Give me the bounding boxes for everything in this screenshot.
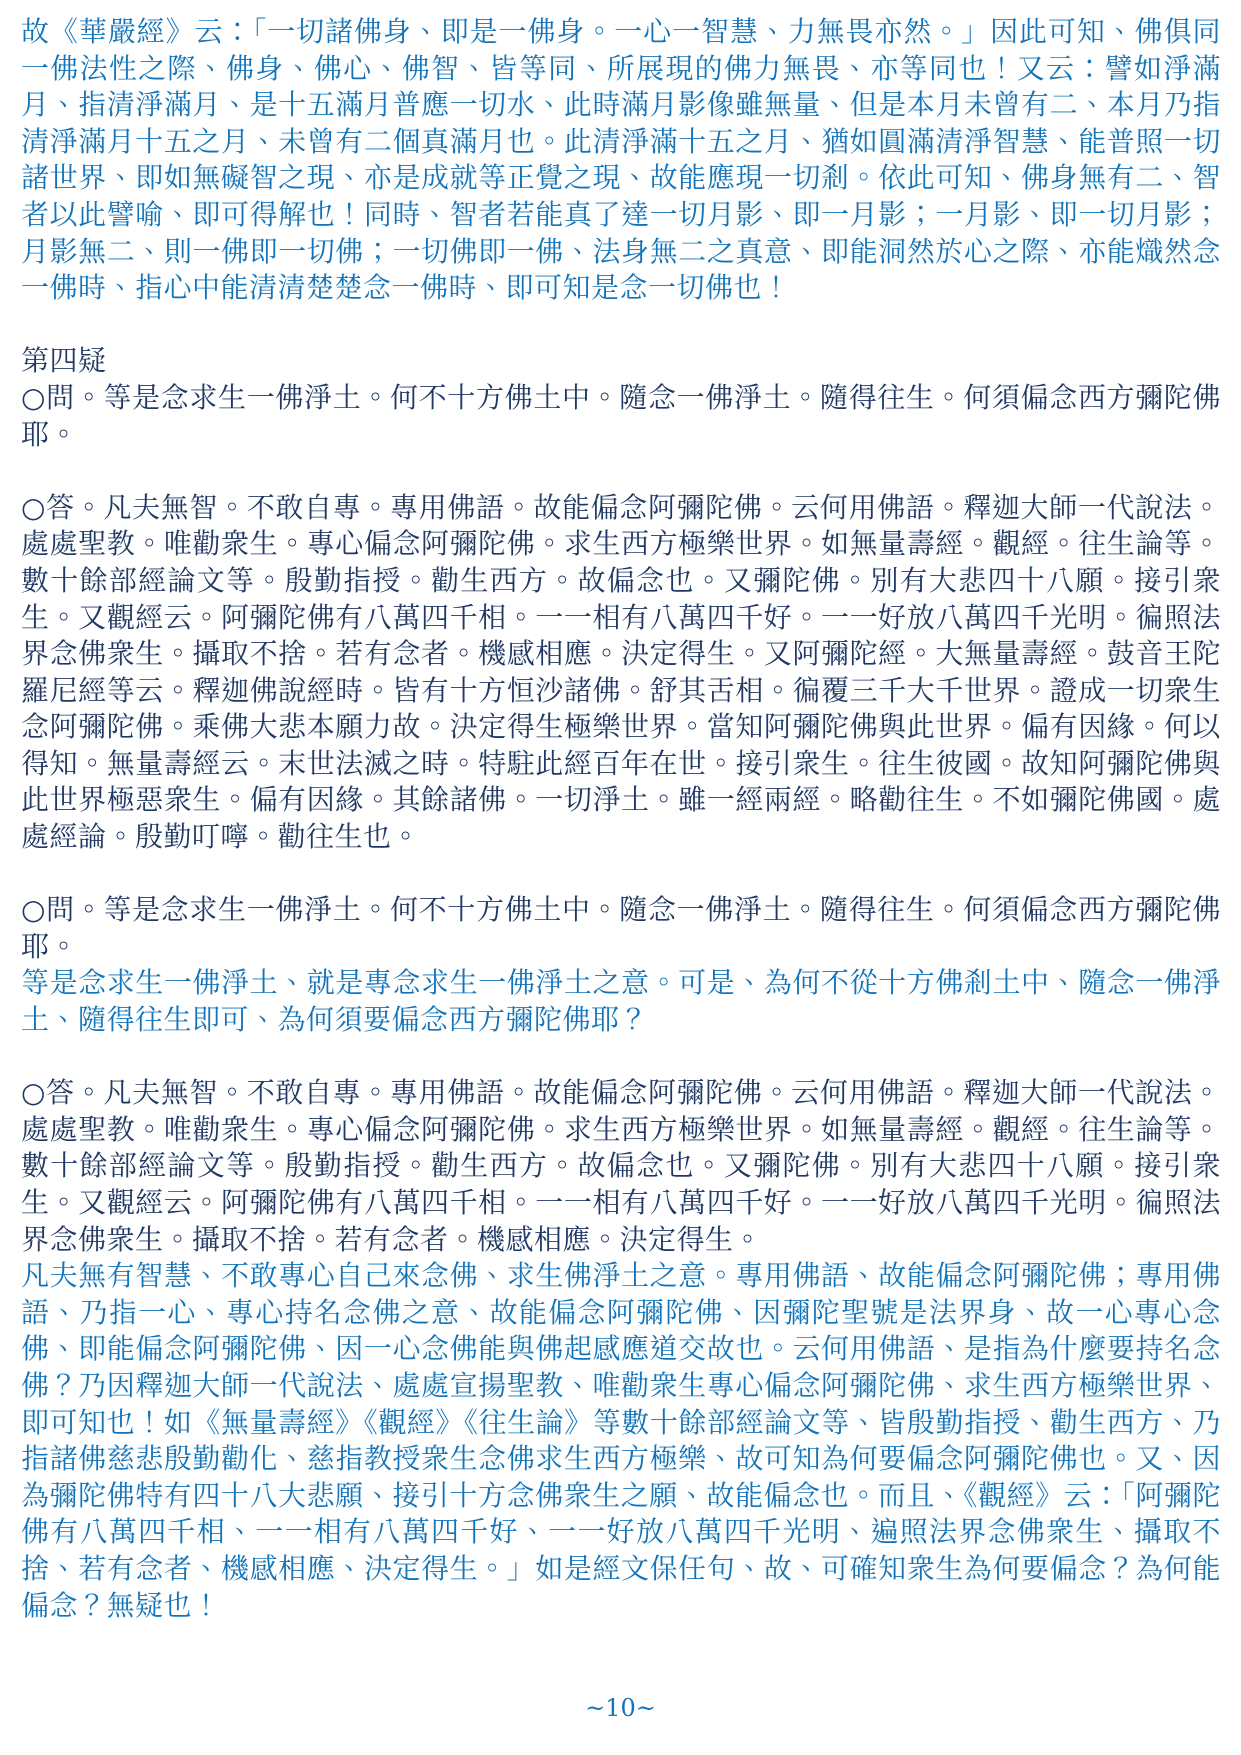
page-body	[21, 14, 1221, 1624]
blank-line	[21, 856, 1221, 893]
question-repeat: ○問。等是念求生一佛淨土。何不十方佛土中。隨念一佛淨土。隨得往生。何須偏念西方彌陀佛耶。	[21, 893, 1221, 963]
blank-line	[21, 1039, 1221, 1076]
question-commentary: 等是念求生一佛淨土、就是專念求生一佛淨土之意。可是、為何不從十方佛剎土中、隨念一佛淨土、隨得往生即可、為何須要偏念西方彌陀佛耶？	[21, 966, 1221, 1037]
answer-classic-full: ○答。凡夫無智。不敢自專。專用佛語。故能偏念阿彌陀佛。云何用佛語。釋迦大師一代說法。處處聖教。唯勸衆生。專心偏念阿彌陀佛。求生西方極樂世界。如無量壽經。觀經。往生論等。數十餘部經論文等。殷勤指授。勸生西方。故偏念也。又彌陀佛。別有大悲四十八願。接引衆生。又觀經云。阿彌陀佛有八萬四千相。一一相有八萬四千好。一一好放八萬四千光明。徧照法界念佛衆生。攝取不捨。若有念者。機感相應。決定得生。又阿彌陀經。大無量壽經。鼓音王陀羅尼經等云。釋迦佛說經時。皆有十方恒沙諸佛。舒其舌相。徧覆三千大千世界。證成一切衆生念阿彌陀佛。乘佛大悲本願力故。決定得生極樂世界。當知阿彌陀佛與此世界。偏有因緣。何以得知。無量壽經云。末世法滅之時。特駐此經百年在世。接引衆生。往生彼國。故知阿彌陀佛與此世界極惡衆生。偏有因緣。其餘諸佛。一切淨土。雖一經兩經。略勸往生。不如彌陀佛國。處處經論。殷勤叮嚀。勸往生也。	[21, 490, 1221, 854]
doubt-heading: 第四疑	[21, 344, 107, 378]
question-classic: ○問。等是念求生一佛淨土。何不十方佛土中。隨念一佛淨土。隨得往生。何須偏念西方彌陀佛耶。	[21, 380, 1221, 451]
page-number: ~10~	[585, 1694, 656, 1722]
blank-line	[21, 307, 1221, 344]
huayan-sutra-passage: 故《華嚴經》云：「一切諸佛身、即是一佛身。一心一智慧、力無畏亦然。」因此可知、佛俱同一佛法性之際、佛身、佛心、佛智、皆等同、所展現的佛力無畏、亦等同也！又云：譬如淨滿月、指清淨滿月、是十五滿月普應一切水、此時滿月影像雖無量、但是本月未曾有二、本月乃指清淨滿月十五之月、未曾有二個真滿月也。此清淨滿十五之月、猶如圓滿清淨智慧、能普照一切諸世界、即如無礙智之現、亦是成就等正覺之現、故能應現一切剎。依此可知、佛身無有二、智者以此譬喻、即可得解也！同時、智者若能真了達一切月影、即一月影；一月影、即一切月影；月影無二、則一佛即一切佛；一切佛即一佛、法身無二之真意、即能洞然於心之際、亦能熾然念一佛時、指心中能清清楚楚念一佛時、即可知是念一切佛也！	[21, 15, 1221, 305]
answer-commentary: 凡夫無有智慧、不敢專心自己來念佛、求生佛淨土之意。專用佛語、故能偏念阿彌陀佛；專用佛語、乃指一心、專心持名念佛之意、故能偏念阿彌陀佛、因彌陀聖號是法界身、故一心專心念佛、即能偏念阿彌陀佛、因一心念佛能與佛起感應道交故也。云何用佛語、是指為什麼要持名念佛？乃因釋迦大師一代說法、處處宣揚聖教、唯勸衆生專心偏念阿彌陀佛、求生西方極樂世界、即可知也！如《無量壽經》《觀經》《往生論》等數十餘部經論文等、皆殷勤指授、勸生西方、乃指諸佛慈悲殷勤勸化、慈指教授衆生念佛求生西方極樂、故可知為何要偏念阿彌陀佛也。又、因為彌陀佛特有四十八大悲願、接引十方念佛衆生之願、故能偏念也。而且、《觀經》云：「阿彌陀佛有八萬四千相、一一相有八萬四千好、一一好放八萬四千光明、遍照法界念佛衆生、攝取不捨、若有念者、機感相應、決定得生。」如是經文保任句、故、可確知衆生為何要偏念？為何能偏念？無疑也！	[21, 1259, 1221, 1622]
blank-line	[21, 453, 1221, 490]
answer-repeat: ○答。凡夫無智。不敢自專。專用佛語。故能偏念阿彌陀佛。云何用佛語。釋迦大師一代說法。處處聖教。唯勸衆生。專心偏念阿彌陀佛。求生西方極樂世界。如無量壽經。觀經。往生論等。數十餘部經論文等。殷勤指授。勸生西方。故偏念也。又彌陀佛。別有大悲四十八願。接引衆生。又觀經云。阿彌陀佛有八萬四千相。一一相有八萬四千好。一一好放八萬四千光明。徧照法界念佛衆生。攝取不捨。若有念者。機感相應。決定得生。	[21, 1076, 1221, 1256]
